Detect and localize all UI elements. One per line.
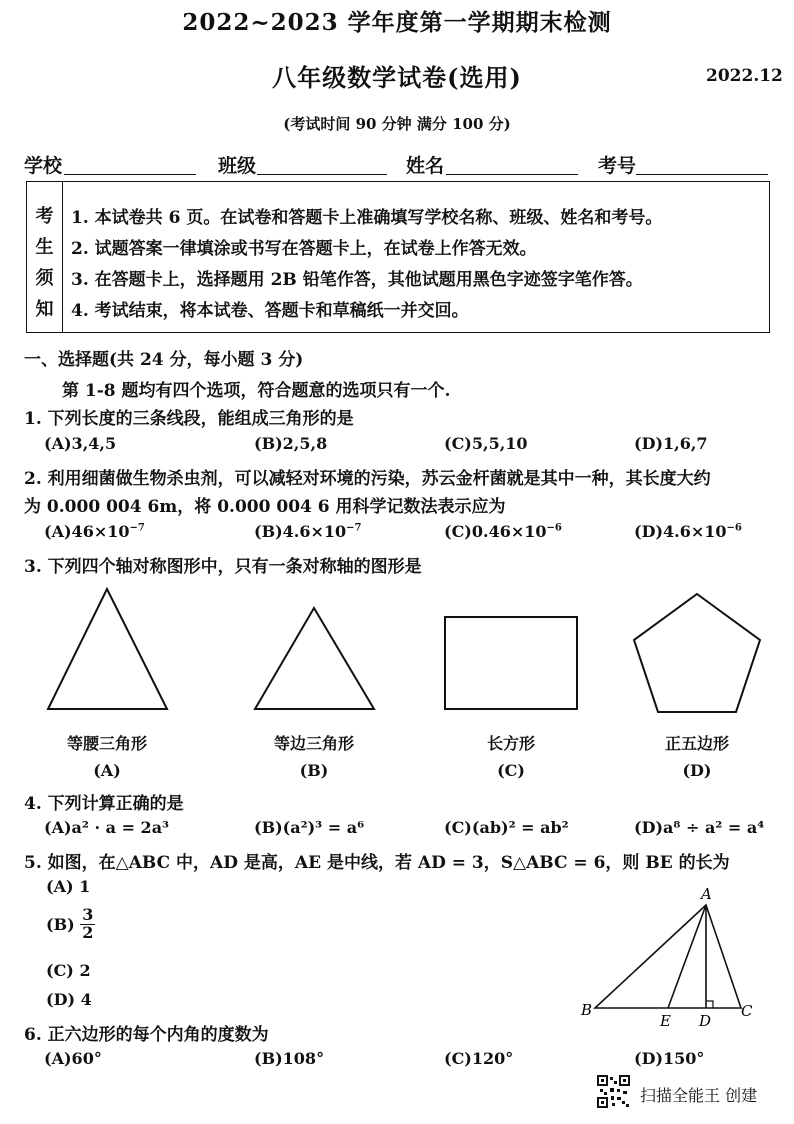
notice-box bbox=[26, 181, 770, 333]
vertex-label-b: B bbox=[581, 1001, 593, 1019]
field-school-blank[interactable] bbox=[64, 174, 196, 175]
q3-figure-letter-b: (B) bbox=[299, 761, 329, 780]
vertex-label-a: A bbox=[701, 885, 712, 903]
notice-item: 2. 试题答案一律填涂或书写在答题卡上，在试卷上作答无效。 bbox=[71, 239, 537, 259]
q2-option-b: $(B)4.6\times 10^{-7}$ bbox=[254, 522, 362, 541]
q3-figure-name-a: 等腰三角形 bbox=[66, 734, 147, 753]
exam-date: 2022.12 bbox=[706, 66, 783, 86]
q1-option-a: (A)3,4,5 bbox=[44, 434, 117, 453]
question-1-stem: 1. 下列长度的三条线段，能组成三角形的是 bbox=[24, 409, 354, 429]
field-class-blank[interactable] bbox=[257, 174, 387, 175]
q6-option-c: (C)120° bbox=[444, 1049, 514, 1068]
rectangle-figure bbox=[445, 617, 577, 709]
notice-label-char: 考 bbox=[35, 206, 54, 227]
q6-option-d: (D)150° bbox=[634, 1049, 705, 1068]
q4-option-a: (A)a² · a = 2a³ bbox=[44, 818, 170, 837]
field-number-label: 考号 bbox=[598, 155, 637, 177]
fraction-denominator: 2 bbox=[82, 922, 94, 942]
notice-label-char: 知 bbox=[35, 299, 54, 320]
notice-item: 4. 考试结束，将本试卷、答题卡和草稿纸一并交回。 bbox=[71, 301, 469, 321]
q3-figure-letter-c: (C) bbox=[497, 761, 525, 780]
notice-item: 1. 本试卷共 6 页。在试卷和答题卡上准确填写学校名称、班级、姓名和考号。 bbox=[71, 208, 663, 228]
q5-triangle-figure bbox=[575, 880, 765, 1030]
field-name-label: 姓名 bbox=[406, 155, 445, 177]
q2-option-c: $(C)0.46\times 10^{-6}$ bbox=[444, 522, 562, 541]
point-label-e: E bbox=[660, 1012, 671, 1030]
q4-option-d: (D)a⁸ ÷ a² = a⁴ bbox=[634, 818, 765, 837]
exam-title: 2022~2023 学年度第一学期期末检测 bbox=[182, 9, 612, 36]
section-title: 一、选择题(共 24 分，每小题 3 分) bbox=[24, 350, 304, 370]
field-school-label: 学校 bbox=[24, 155, 63, 177]
notice-label-char: 生 bbox=[35, 237, 54, 258]
q6-option-b: (B)108° bbox=[254, 1049, 325, 1068]
q4-option-b: (B)(a²)³ = a⁶ bbox=[254, 818, 365, 837]
q1-option-d: (D)1,6,7 bbox=[634, 434, 708, 453]
field-name-blank[interactable] bbox=[446, 174, 578, 175]
field-class-label: 班级 bbox=[218, 155, 257, 177]
question-3-stem: 3. 下列四个轴对称图形中，只有一条对称轴的图形是 bbox=[24, 557, 422, 577]
exam-subtitle: 八年级数学试卷(选用) bbox=[272, 63, 522, 92]
q2-option-a: $(A)46\times 10^{-7}$ bbox=[44, 522, 145, 541]
fraction-numerator: 3 bbox=[82, 905, 94, 924]
q3-figure-name-c: 长方形 bbox=[486, 734, 535, 753]
notice-item: 3. 在答题卡上，选择题用 2B 铅笔作答，其他试题用黑色字迹签字笔作答。 bbox=[71, 270, 643, 290]
isosceles-triangle-figure bbox=[48, 589, 167, 709]
q5-option-d: (D) 4 bbox=[46, 990, 92, 1009]
q4-option-c: (C)(ab)² = ab² bbox=[444, 818, 569, 837]
q5-option-b-prefix: (B) bbox=[46, 914, 75, 934]
q3-figures bbox=[0, 580, 794, 715]
regular-pentagon-figure bbox=[634, 594, 760, 712]
field-number-blank[interactable] bbox=[636, 174, 768, 175]
q5-option-c: (C) 2 bbox=[46, 961, 91, 980]
right-angle-mark bbox=[706, 1001, 713, 1008]
equilateral-triangle-figure bbox=[255, 608, 374, 709]
fraction bbox=[80, 907, 95, 942]
point-label-d: D bbox=[699, 1012, 712, 1030]
q1-option-b: (B)2,5,8 bbox=[254, 434, 328, 453]
q2-option-d: $(D)4.6\times 10^{-6}$ bbox=[634, 522, 742, 541]
q3-figure-name-d: 正五边形 bbox=[664, 734, 729, 753]
q3-figure-name-b: 等边三角形 bbox=[273, 734, 354, 753]
scanner-watermark: 扫描全能王 创建 bbox=[640, 1086, 758, 1105]
question-5-stem: 5. 如图，在△ABC 中，AD 是高，AE 是中线，若 AD = 3，S△ABC = 6，则 BE 的长为 bbox=[24, 853, 730, 873]
q5-option-a: (A) 1 bbox=[46, 877, 91, 896]
q3-figure-letter-a: (A) bbox=[93, 761, 121, 780]
triangle-abc bbox=[595, 905, 741, 1008]
median-ae bbox=[668, 905, 706, 1008]
question-6-stem: 6. 正六边形的每个内角的度数为 bbox=[24, 1025, 269, 1045]
q6-option-a: (A)60° bbox=[44, 1049, 102, 1068]
vertex-label-c: C bbox=[741, 1002, 753, 1020]
question-2-stem-cont: 为 0.000 004 6m，将 0.000 004 6 用科学记数法表示应为 bbox=[24, 497, 506, 517]
question-2-stem: 2. 利用细菌做生物杀虫剂，可以减轻对环境的污染，苏云金杆菌就是其中一种，其长度大约 bbox=[24, 469, 711, 489]
notice-divider bbox=[62, 182, 63, 332]
q3-figure-letter-d: (D) bbox=[682, 761, 712, 780]
qr-code-icon bbox=[597, 1075, 630, 1108]
q1-option-c: (C)5,5,10 bbox=[444, 434, 528, 453]
notice-label-char: 须 bbox=[35, 268, 54, 289]
exam-info: (考试时间 90 分钟 满分 100 分) bbox=[283, 115, 511, 133]
section-instruction: 第 1-8 题均有四个选项，符合题意的选项只有一个. bbox=[62, 381, 451, 401]
q5-option-b bbox=[46, 907, 95, 942]
question-4-stem: 4. 下列计算正确的是 bbox=[24, 794, 184, 814]
